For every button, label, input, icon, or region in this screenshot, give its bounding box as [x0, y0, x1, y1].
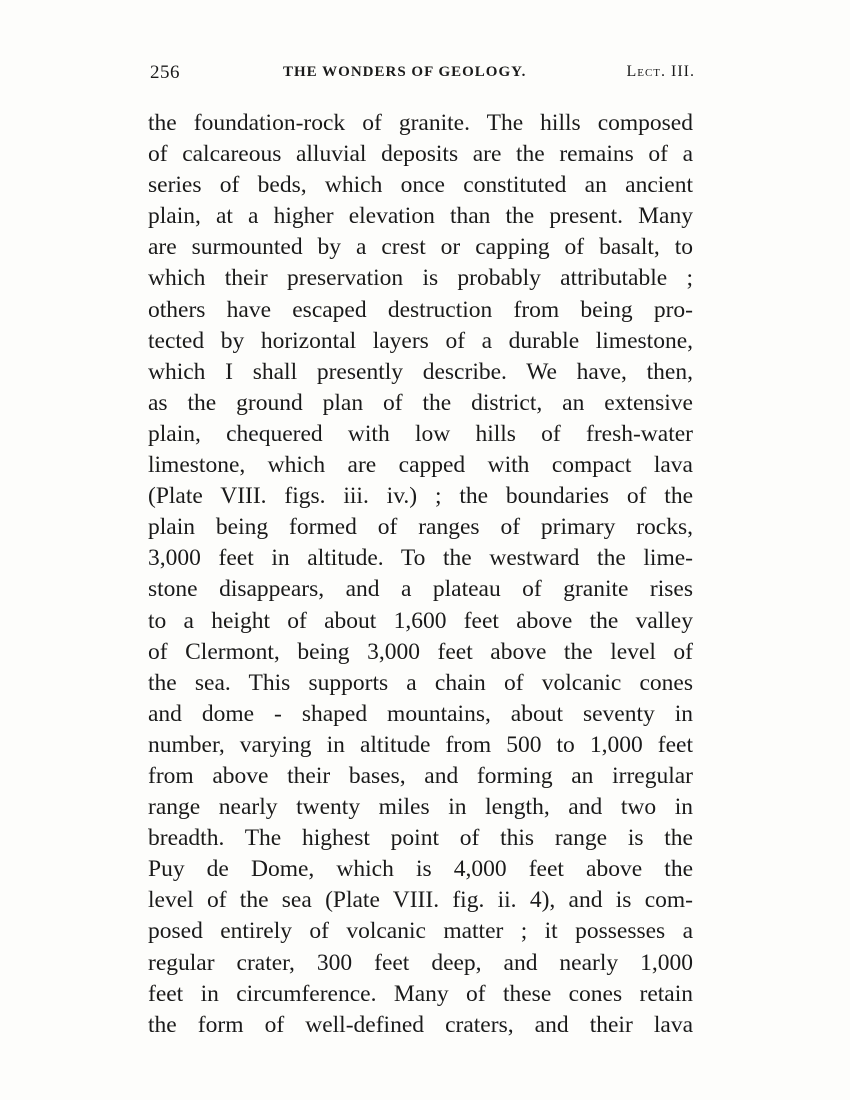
text-line: plain being formed of ranges of primary rocks,: [148, 514, 693, 541]
text-line: as the ground plan of the district, an extensive: [148, 389, 693, 416]
text-line: range nearly twenty miles in length, and two in: [148, 794, 693, 821]
text-line: to a height of about 1,600 feet above the valley: [148, 607, 693, 634]
text-line: breadth. The highest point of this range is the: [148, 825, 693, 852]
text-line: of Clermont, being 3,000 feet above the level of: [148, 638, 693, 665]
text-line: stone disappears, and a plateau of granite rises: [148, 576, 693, 603]
text-line: the form of well-defined craters, and their lava: [148, 1011, 693, 1038]
lecture-label: Lect. III.: [626, 63, 695, 80]
text-line: level of the sea (Plate VIII. fig. ii. 4), and is com-: [148, 887, 693, 914]
page-number: 256: [150, 62, 180, 83]
text-line: are surmounted by a crest or capping of basalt, to: [148, 234, 693, 261]
text-line: regular crater, 300 feet deep, and nearly 1,000: [148, 949, 693, 976]
running-header: [150, 62, 695, 88]
text-line: from above their bases, and forming an irregular: [148, 762, 693, 789]
text-line: series of beds, which once constituted an ancient: [148, 172, 693, 199]
text-line: the sea. This supports a chain of volcanic cones: [148, 669, 693, 696]
running-title: THE WONDERS OF GEOLOGY.: [283, 64, 527, 80]
text-line: feet in circumference. Many of these cones retain: [148, 980, 693, 1007]
text-line: plain, chequered with low hills of fresh-water: [148, 420, 693, 447]
text-line: 3,000 feet in altitude. To the westward the lime-: [148, 545, 693, 572]
text-line: Puy de Dome, which is 4,000 feet above the: [148, 856, 693, 883]
text-line: which their preservation is probably attributable ;: [148, 265, 693, 292]
text-line: which I shall presently describe. We have, then,: [148, 358, 693, 385]
text-line: limestone, which are capped with compact lava: [148, 452, 693, 479]
text-line: of calcareous alluvial deposits are the remains of a: [148, 141, 693, 168]
text-line: and dome - shaped mountains, about seventy in: [148, 700, 693, 727]
body-text: [148, 108, 693, 1041]
text-line: the foundation-rock of granite. The hills composed: [148, 110, 693, 136]
text-line: tected by horizontal layers of a durable limestone,: [148, 327, 693, 354]
text-line: others have escaped destruction from being pro-: [148, 296, 693, 323]
text-line: (Plate VIII. figs. iii. iv.) ; the boundaries of the: [148, 483, 693, 510]
text-line: posed entirely of volcanic matter ; it possesses a: [148, 918, 693, 945]
text-line: plain, at a higher elevation than the present. Many: [148, 203, 693, 230]
text-line: number, varying in altitude from 500 to 1,000 feet: [148, 731, 693, 758]
